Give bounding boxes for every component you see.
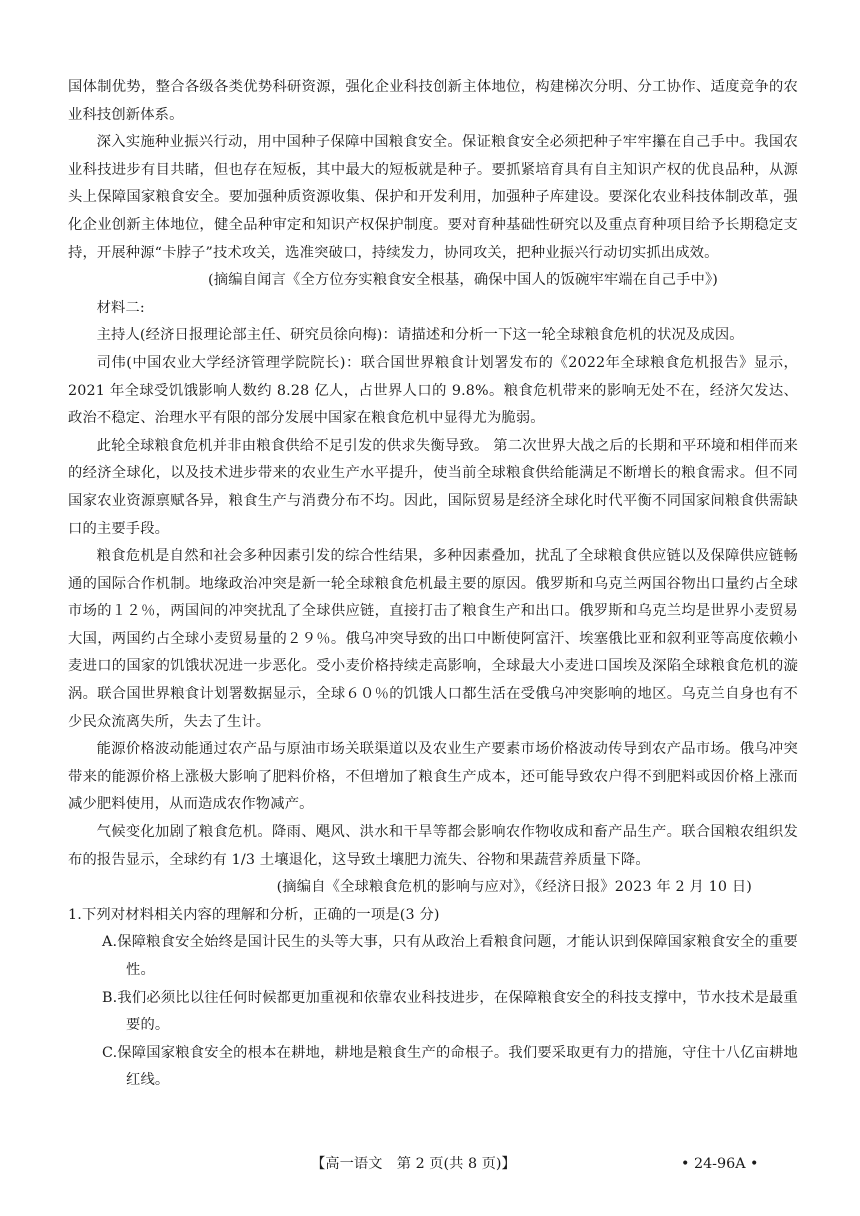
source-citation-1: (摘编自闻言《全方位夯实粮食安全根基，确保中国人的饭碗牢牢端在自己手中》)	[208, 272, 718, 289]
source-citation-2: (摘编自《全球粮食危机的影响与应对》，《经济日报》2023 年 2 月 10 日)	[276, 879, 752, 896]
option-b: B.我们必须比以往任何时候都更加重视和依靠农业科技进步，在保障粮食安全的科技支撑中，节水技术是最重要的。	[102, 989, 798, 1034]
paragraph-siwei-answer: 司伟(中国农业大学经济管理学院院长)：联合国世界粮食计划署发布的《2022年全球粮食危机报告》显示，2021 年全球受饥饿影响人数约 8.28 亿人，占世界人口的 9.8%。粮食危机带来的影响无处不在，经济欠发达、政治不稳定、治理水平有限的部分发展中国家在粮食危机中显得尤为脆弱。	[68, 354, 798, 427]
option-c: C.保障国家粮食安全的根本在耕地，耕地是粮食生产的命根子。我们要采取更有力的措施，守住十八亿亩耕地红线。	[102, 1044, 798, 1089]
page-number-label: 【高一语文 第 2 页(共 8 页)】	[311, 1156, 516, 1172]
material-two-heading: 材料二:	[96, 299, 145, 316]
question-stem: 1.下列对材料相关内容的理解和分析，正确的一项是(3 分)	[68, 906, 440, 923]
paragraph-climate: 气候变化加剧了粮食危机。降雨、飓风、洪水和干旱等都会影响农作物收成和畜产品生产。联合国粮农组织发布的报告显示，全球约有 1/3 土壤退化，这导致土壤肥力流失、谷物和果蔬营养质量下降。	[68, 824, 798, 868]
paragraph-energy-prices: 能源价格波动能通过农产品与原油市场关联渠道以及农业生产要素市场价格波动传导到农产品市场。俄乌冲突带来的能源价格上涨极大影响了肥料价格，不但增加了粮食生产成本，还可能导致农户得不到肥料或因价格上涨而减少肥料使用，从而造成农作物减产。	[68, 741, 798, 813]
paragraph-geopolitics: 粮食危机是自然和社会多种因素引发的综合性结果，多种因素叠加，扰乱了全球粮食供应链以及保障供应链畅通的国际合作机制。地缘政治冲突是新一轮全球粮食危机最主要的原因。俄罗斯和乌克兰两国谷物出口量约占全球市场的１２％，两国间的冲突扰乱了全球供应链，直接打击了粮食生产和出口。俄罗斯和乌克兰均是世界小麦贸易大国，两国约占全球小麦贸易量的２９％。俄乌冲突导致的出口中断使阿富汗、埃塞俄比亚和叙利亚等高度依赖小麦进口的国家的饥饿状况进一步恶化。受小麦价格持续走高影响，全球最大小麦进口国埃及深陷全球粮食危机的漩涡。联合国世界粮食计划署数据显示，全球６０％的饥饿人口都生活在受俄乌冲突影响的地区。乌克兰自身也有不少民众流离失所，失去了生计。	[68, 548, 798, 730]
paragraph-seed-industry: 深入实施种业振兴行动，用中国种子保障中国粮食安全。保证粮食安全必须把种子牢牢攥在自己手中。我国农业科技进步有目共睹，但也存在短板，其中最大的短板就是种子。要抓紧培育具有自主知识产权的优良品种，从源头上保障国家粮食安全。要加强种质资源收集、保护和开发利用，加强种子库建设。要深化农业科技体制改革，强化企业创新主体地位，健全品种审定和知识产权保护制度。要对育种基础性研究以及重点育种项目给予长期稳定支持，开展种源“卡脖子”技术攻关，选准突破口，持续发力，协同攻关，把种业振兴行动切实抓出成效。	[68, 134, 798, 261]
paragraph-supply-demand: 此轮全球粮食危机并非由粮食供给不足引发的供求失衡导致。 第二次世界大战之后的长期和平环境和相伴而来的经济全球化，以及技术进步带来的农业生产水平提升，使当前全球粮食供给能满足不断增长的粮食需求。但不同国家农业资源禀赋各异，粮食生产与消费分布不均。因此，国际贸易是经济全球化时代平衡不同国家间粮食供需缺口的主要手段。	[68, 437, 798, 537]
paragraph-host-question: 主持人(经济日报理论部主任、研究员徐向梅)：请描述和分析一下这一轮全球粮食危机的状况及成因。	[96, 327, 744, 344]
option-a: A.保障粮食安全始终是国计民生的头等大事，只有从政治上看粮食问题，才能认识到保障国家粮食安全的重要性。	[102, 934, 798, 978]
document-body	[68, 74, 798, 1095]
exam-code: • 24-96A •	[681, 1156, 759, 1172]
paragraph-continuation: 国体制优势，整合各级各类优势科研资源，强化企业科技创新主体地位，构建梯次分明、分工协作、适度竞争的农业科技创新体系。	[68, 79, 798, 123]
